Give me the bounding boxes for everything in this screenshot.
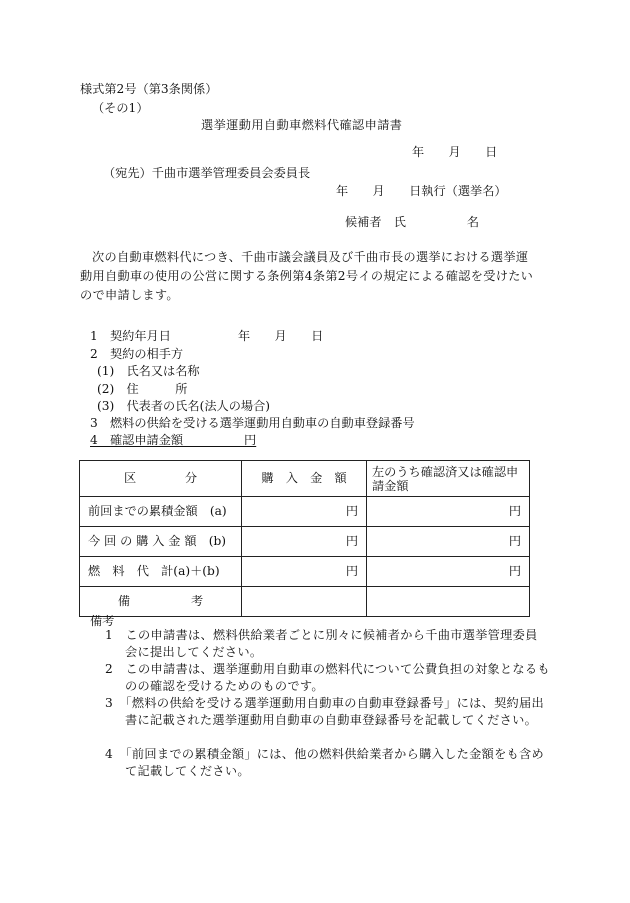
row-confirmed-yen: 円	[367, 527, 530, 557]
item-party-representative: (3) 代表者の氏名(法人の場合)	[97, 399, 271, 413]
row-purchase-yen: 円	[242, 527, 367, 557]
row-label: 今 回 の 購 入 金 額 (b)	[80, 527, 242, 557]
item-contract-date-value: 年 月 日	[238, 329, 324, 343]
note-2: 2 この申請書は、選挙運動用自動車の燃料代について公費負担の対象となるものの確認を受けるためのものです。	[105, 662, 550, 693]
item-contract-date-label: 1 契約年月日	[90, 329, 171, 343]
remarks-cell	[242, 587, 367, 617]
application-statement: 次の自動車燃料代につき、千曲市議会議員及び千曲市長の選挙における選挙運動用自動車の使用の公営に関する条例第4条第2号イの規定による確認を受けたいので申請します。	[80, 250, 534, 302]
form-number: 様式第2号（第3条関係）	[80, 82, 218, 96]
row-label: 燃 料 代 計(a)＋(b)	[80, 557, 242, 587]
document-title: 選挙運動用自動車燃料代確認申請書	[201, 118, 403, 132]
header-purchase-amount: 購 入 金 額	[242, 461, 367, 497]
note-4: 4 「前回までの累積金額」には、他の燃料供給業者から購入した金額をも含めて記載してください。	[105, 747, 545, 778]
table-row	[80, 497, 530, 527]
header-confirmed-amount: 左のうち確認済又は確認申請金額	[367, 461, 530, 497]
remarks-label: 備 考	[80, 587, 242, 617]
item-registration-number-label: 3 燃料の供給を受ける選挙運動用自動車の自動車登録番号	[90, 416, 415, 430]
addressee: （宛先）千曲市選挙管理委員会委員長	[103, 166, 311, 180]
row-purchase-yen: 円	[242, 497, 367, 527]
header-category: 区 分	[80, 461, 242, 497]
form-sub-number: （その1）	[92, 101, 149, 115]
row-confirmed-yen: 円	[367, 557, 530, 587]
row-label: 前回までの累積金額 (a)	[80, 497, 242, 527]
item-party-name: (1) 氏名又は名称	[97, 364, 200, 378]
row-purchase-yen: 円	[242, 557, 367, 587]
row-confirmed-yen: 円	[367, 497, 530, 527]
candidate-name-line: 候補者 氏 名	[345, 215, 480, 229]
fuel-cost-table	[79, 460, 530, 617]
table-row	[80, 527, 530, 557]
remarks-cell-2	[367, 587, 530, 617]
submission-date: 年 月 日	[412, 145, 498, 159]
table-row	[80, 557, 530, 587]
note-3: 3 「燃料の供給を受ける選挙運動用自動車の自動車登録番号」には、契約届出書に記載された選挙運動用自動車の自動車登録番号を記載してください。	[105, 696, 545, 727]
table-header-row	[80, 461, 530, 497]
item-contract-party-label: 2 契約の相手方	[90, 347, 184, 361]
note-1: 1 この申請書は、燃料供給業者ごとに別々に候補者から千曲市選挙管理委員会に提出してください。	[105, 628, 538, 659]
notes-heading: 備考	[90, 614, 115, 628]
item-requested-amount-label: 4 確認申請金額 円	[90, 433, 257, 447]
election-date-line: 年 月 日執行（選挙名）	[336, 184, 507, 198]
item-party-address: (2) 住 所	[97, 382, 188, 396]
table-remarks-row	[80, 587, 530, 617]
